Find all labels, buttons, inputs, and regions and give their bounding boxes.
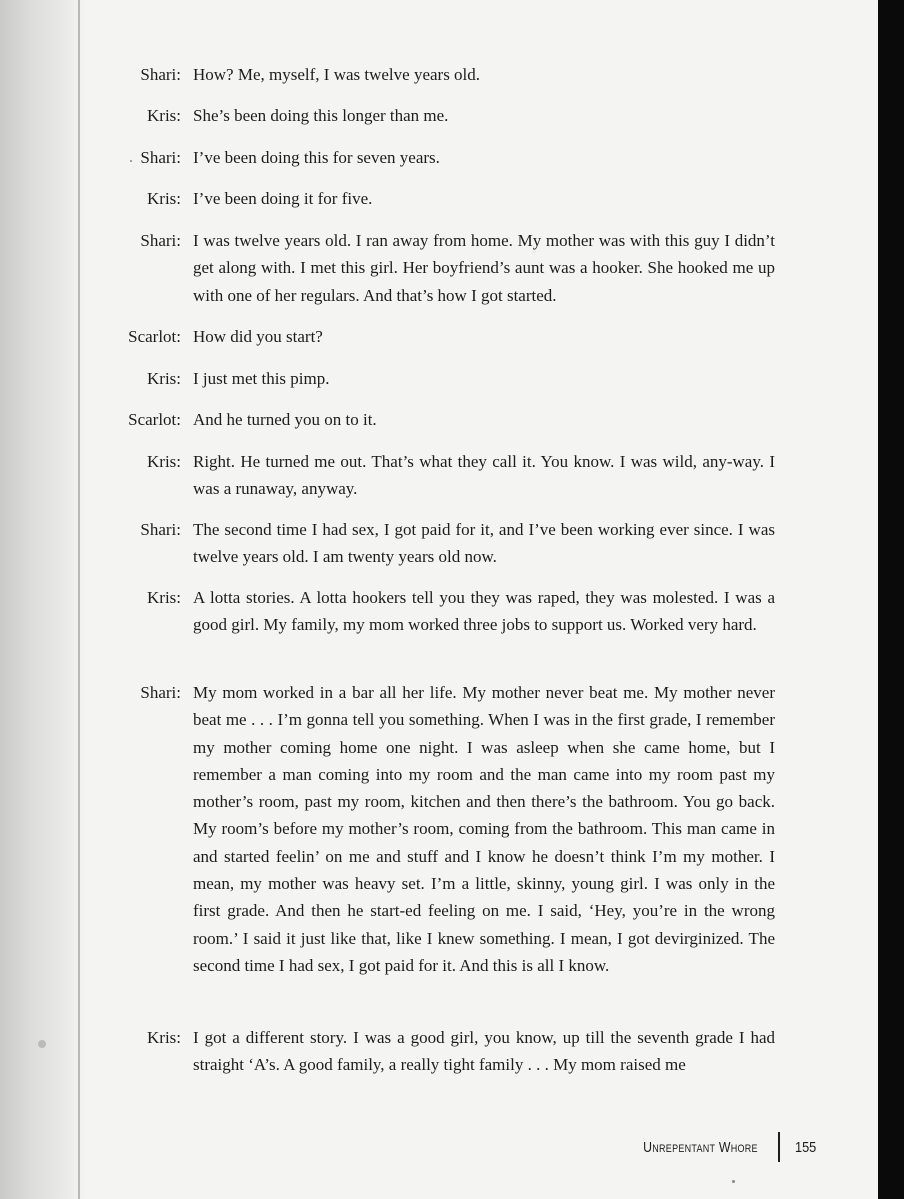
running-title: Unrepentant Whore (643, 1139, 758, 1156)
speech-text: She’s been doing this longer than me. (193, 106, 449, 125)
speech-text: I was twelve years old. I ran away from home. My mother was with this guy I didn’t get along with. I met this girl. Her boyfriend’s aunt was a hooker. She hooked me up with one of her regulars. And that’s how I got started. (193, 231, 775, 305)
speech-text: I got a different story. I was a good girl, you know, up till the seventh grade I had straight ‘A’s. A good family, a really tight family . . . My mom raised me (193, 1028, 775, 1075)
speech-text: How did you start? (193, 327, 323, 346)
speaker-name: Kris: (147, 452, 181, 471)
scan-speck (130, 160, 132, 162)
speech-text: How? Me, myself, I was twelve years old. (193, 65, 481, 84)
binding-fold-line (78, 0, 80, 1199)
scan-speck (732, 1180, 735, 1183)
footer-divider (778, 1132, 780, 1162)
speech-text: I just met this pimp. (193, 369, 330, 388)
speech-text: I’ve been doing this for seven years. (193, 148, 440, 167)
speaker-name: Shari: (140, 520, 181, 539)
speech-text: The second time I had sex, I got paid for it, and I’ve been working ever since. I was twelve years old. I am twenty years old now. (193, 520, 775, 567)
speech-text: A lotta stories. A lotta hookers tell you they was raped, they was molested. I was a good girl. My family, my mom worked three jobs to support us. Worked very hard. (193, 588, 775, 635)
page-number: 155 (795, 1139, 817, 1156)
speech-text: And he turned you on to it. (193, 410, 377, 429)
speaker-name: Scarlot: (128, 410, 181, 429)
page-gutter-shadow (0, 0, 86, 1199)
speaker-name: Kris: (147, 369, 181, 388)
speaker-name: Kris: (147, 106, 181, 125)
speaker-name: Shari: (140, 231, 181, 250)
speaker-name: Shari: (140, 148, 181, 167)
speech-text: I’ve been doing it for five. (193, 189, 373, 208)
page-footer (0, 1136, 904, 1166)
speaker-name: Kris: (147, 588, 181, 607)
speaker-name: Scarlot: (128, 327, 181, 346)
speaker-name: Kris: (147, 1028, 181, 1047)
speaker-name: Kris: (147, 189, 181, 208)
speaker-name: Shari: (140, 65, 181, 84)
scan-edge-dark (878, 0, 904, 1199)
speaker-name: Shari: (140, 683, 181, 702)
speech-text: My mom worked in a bar all her life. My mother never beat me. My mother never beat me . . . I’m gonna tell you something. When I was in the first grade, I remember my mother coming home one night. I was asleep when she came home, but I remember a man coming into my room and the man came into my room past my mother’s room, past my room, kitchen and then there’s the bathroom. You go back. My room’s before my mother’s room, coming from the bathroom. This man came in and started feelin’ on me and stuff and I know he doesn’t think I’m my mother. I mean, my mother was heavy set. I’m a little, skinny, young girl. I was only in the first grade. And then he start-ed feeling on me. I said, ‘Hey, you’re in the wrong room.’ I said it just like that, like I knew something. I mean, I got devirginized. The second time I had sex, I got paid for it. And this is all I know. (193, 683, 775, 975)
speech-text: Right. He turned me out. That’s what they call it. You know. I was wild, any-way. I was a runaway, anyway. (193, 452, 775, 499)
scan-speck (38, 1040, 46, 1048)
